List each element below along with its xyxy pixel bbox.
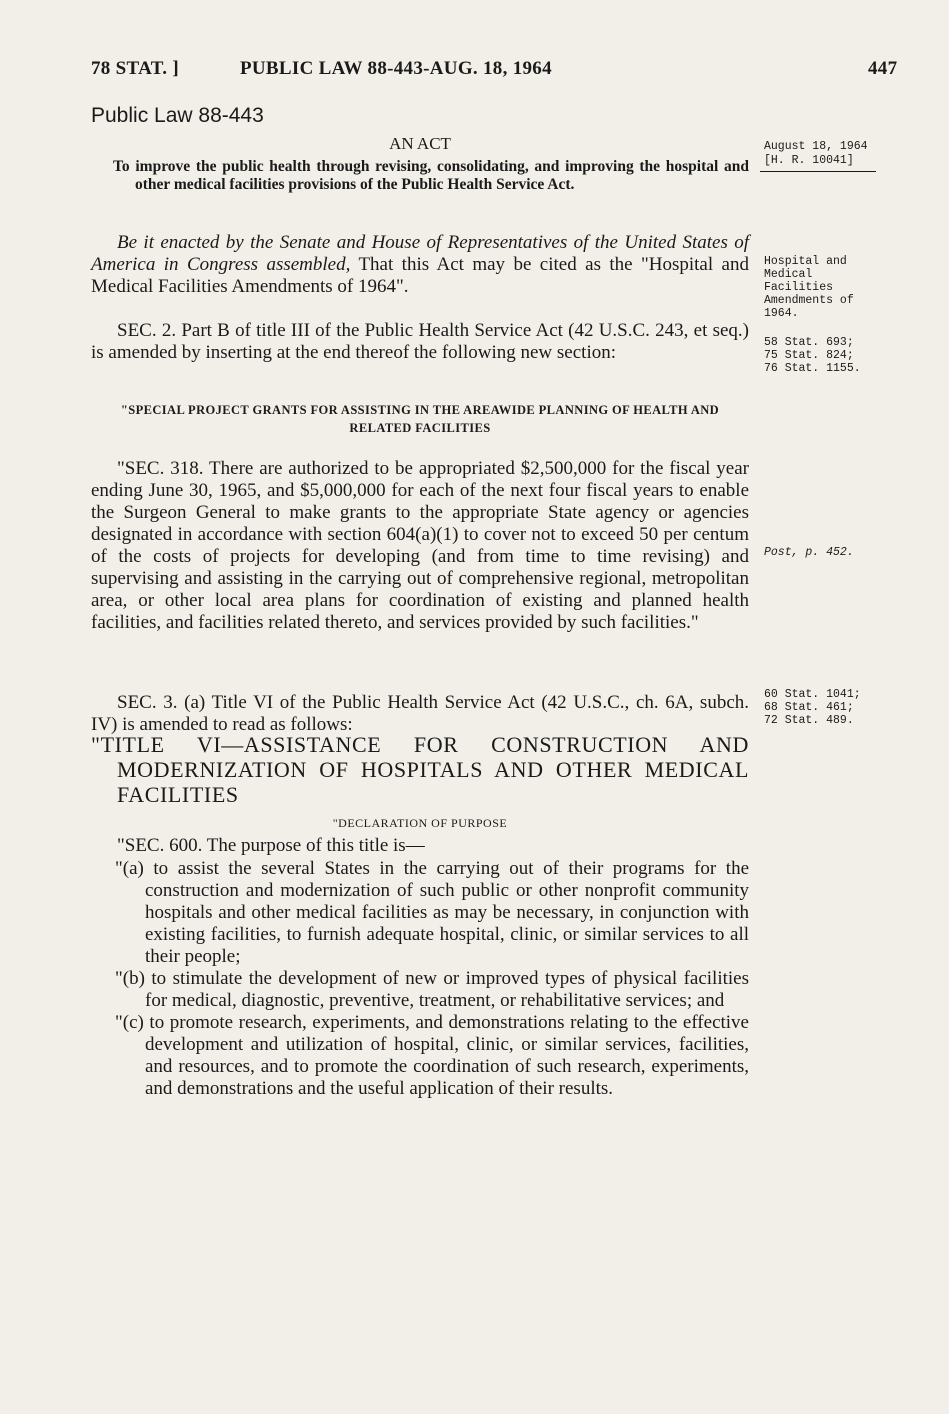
title6-text: "TITLE VI—ASSISTANCE FOR CONSTRUCTION AND MODERNIZATION OF HOSPITALS AND OTHER MEDICAL FACILITIES: [91, 732, 749, 807]
purpose-item-b: "(b) to stimulate the development of new or improved types of physical facilities for medical, diagnostic, preventive, treatment, or rehabilitative services; and: [115, 968, 749, 1011]
purpose-item-c: "(c) to promote research, experiments, and demonstrations relating to the effective development and utilization of hospital, clinic, or similar services, facilities, and resources, and to promote the coordination of such research, experiments, and demonstrations and the useful application of their results.: [115, 1012, 749, 1099]
enacting-rest: That this Act may be cited as the "Hospital and Medical Facilities Amendments of 1964".: [91, 254, 749, 297]
declaration-heading: "DECLARATION OF PURPOSE: [332, 816, 508, 830]
cite-72-stat: 72 Stat. 489.: [764, 714, 854, 727]
cite-68-stat: 68 Stat. 461;: [764, 701, 854, 714]
section-3: [91, 692, 749, 736]
section-318: [91, 458, 749, 634]
header-stat-ref: 78 STAT. ]: [91, 58, 179, 79]
act-heading: AN ACT: [389, 134, 451, 153]
cite-76-stat: 76 Stat. 1155.: [764, 362, 861, 375]
enacting-clause: [91, 232, 749, 298]
margin-cites-2: [764, 688, 904, 727]
cite-75-stat: 75 Stat. 824;: [764, 349, 854, 362]
margin-rule: [760, 171, 876, 172]
header-law-date: PUBLIC LAW 88-443-AUG. 18, 1964: [240, 58, 552, 79]
sec3-text: SEC. 3. (a) Title VI of the Public Health Service Act (42 U.S.C., ch. 6A, subch. IV) is amended to read as follows:: [91, 692, 749, 735]
sec600-text: "SEC. 600. The purpose of this title is—: [117, 835, 425, 856]
purpose-items: [91, 858, 749, 1100]
purpose-text: To improve the public health through revising, consolidating, and improving the hospital and other medical facilities provisions of the Public Health Service Act.: [113, 158, 749, 193]
margin-bill: [H. R. 10041]: [764, 154, 854, 167]
cite-58-stat: 58 Stat. 693;: [764, 336, 854, 349]
enacting-italic: Be it enacted by the Senate and House of Representatives of the United States of America in Congress assembled,: [91, 232, 749, 275]
margin-date: August 18, 1964: [764, 140, 868, 153]
margin-cites-1: [764, 336, 904, 375]
law-title: Public Law 88-443: [91, 104, 264, 127]
act-purpose: [91, 158, 749, 194]
margin-short-title: Hospital and Medical Facilities Amendments of 1964.: [764, 255, 854, 320]
title-vi-heading: [91, 732, 749, 807]
special-grants-heading: "SPECIAL PROJECT GRANTS FOR ASSISTING IN THE AREAWIDE PLANNING OF HEALTH AND RELATED FACILITIES: [120, 403, 720, 435]
section-2: [91, 320, 749, 364]
section-600: [91, 835, 749, 857]
cite-60-stat: 60 Stat. 1041;: [764, 688, 861, 701]
margin-post: Post, p. 452.: [764, 546, 854, 559]
sec318-text: "SEC. 318. There are authorized to be appropriated $2,500,000 for the fiscal year ending June 30, 1965, and $5,000,000 for each of the next four fiscal years to enable the Surgeon General to make grants to the appropriate State agency or agencies designated in accordance with section 604(a)(1) to cover not to exceed 50 per centum of the costs of projects for developing (and from time to time revising) and supervising and assisting in the carrying out of comprehensive regional, metropolitan area, or other local area plans for coordination of existing and planned health facilities, and facilities related thereto, and services provided by such facilities.": [91, 458, 749, 633]
page-number: 447: [868, 58, 898, 79]
purpose-item-a: "(a) to assist the several States in the carrying out of their programs for the construction and modernization of such public or other nonprofit community hospitals and other medical facilities as may be necessary, in conjunction with existing facilities, to furnish adequate hospital, clinic, or similar services to all their people;: [115, 858, 749, 967]
sec2-text: SEC. 2. Part B of title III of the Public Health Service Act (42 U.S.C. 243, et seq.) is amended by inserting at the end thereof the following new section:: [91, 320, 749, 363]
